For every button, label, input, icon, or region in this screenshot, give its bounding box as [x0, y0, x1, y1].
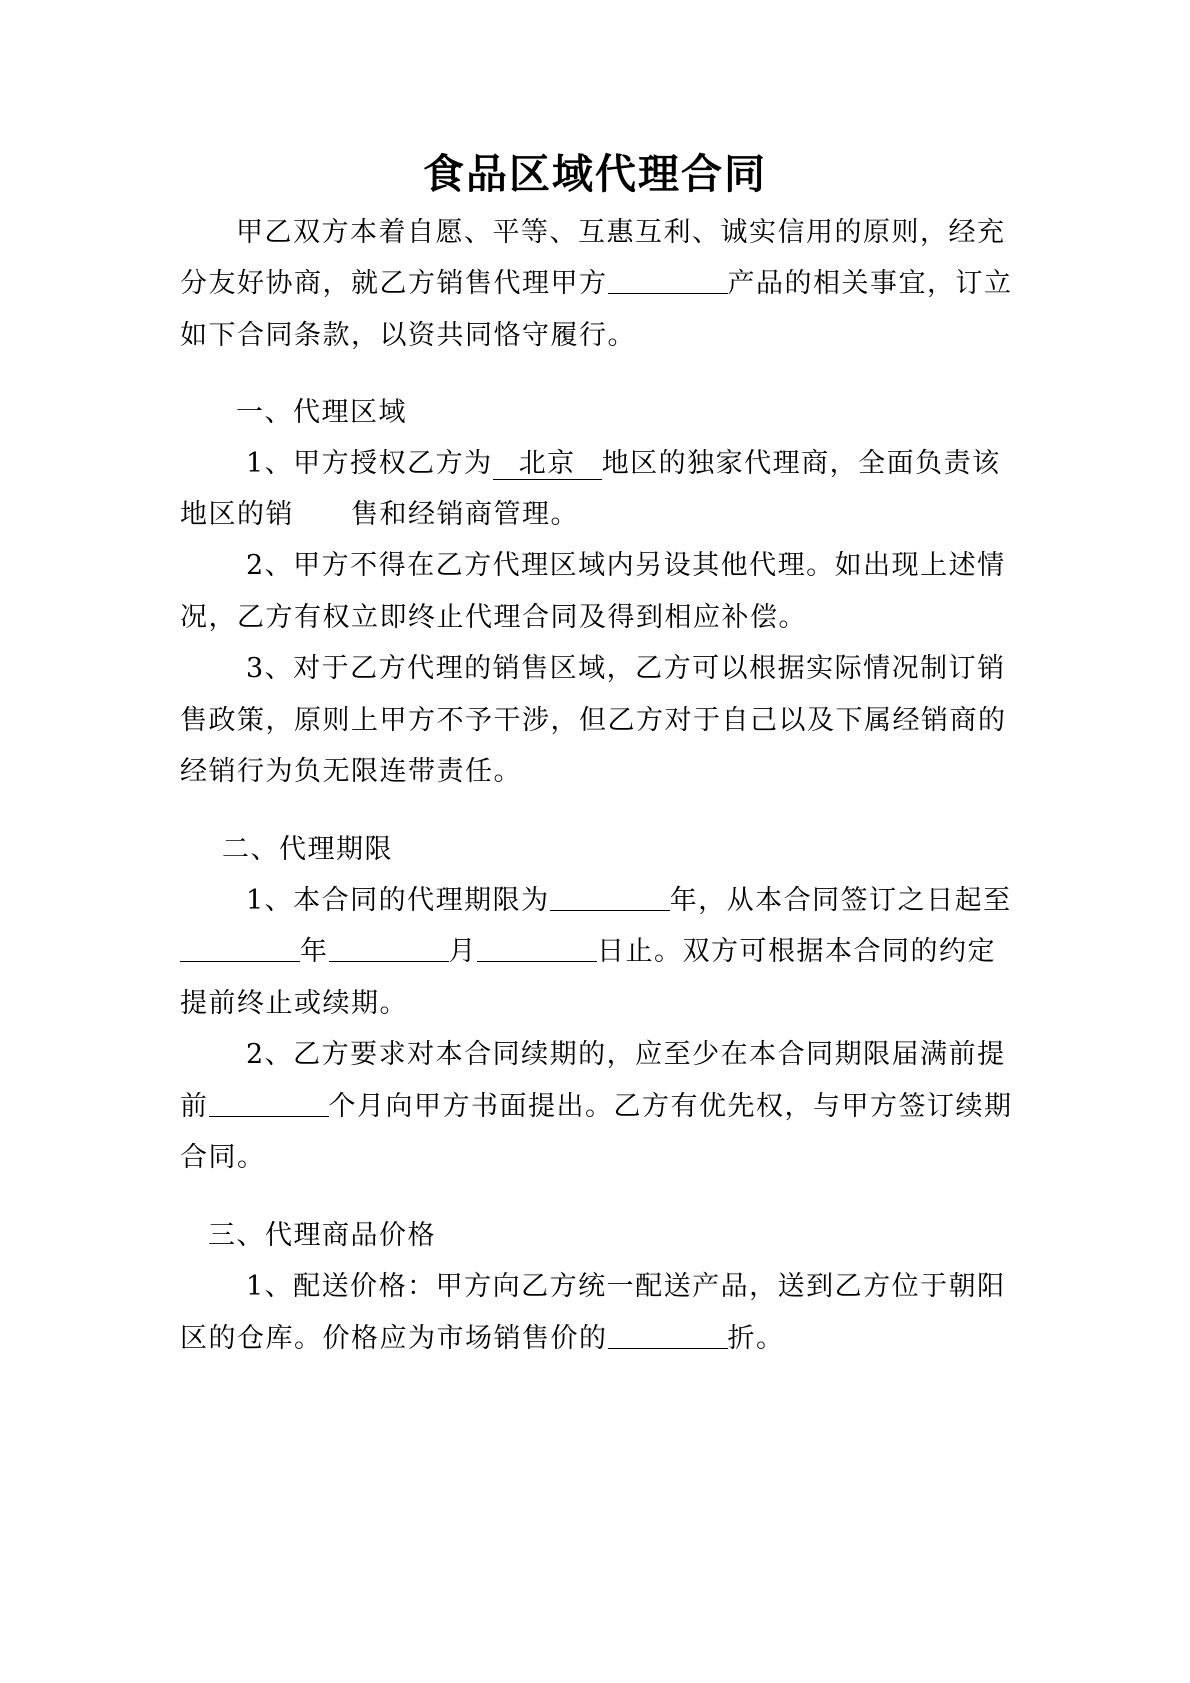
intro-text: 产品的相关事宜，订立: [727, 268, 1013, 299]
end-year-blank[interactable]: [180, 935, 300, 962]
notice-months-blank[interactable]: [209, 1090, 329, 1117]
clause-text: 前: [180, 1091, 209, 1122]
intro-text: 甲乙双方本着自愿、平等、互惠互利、诚实信用的原则，经充: [236, 217, 1006, 248]
clause-text: 年，从本合同签订之日起至: [669, 885, 1012, 916]
clause-text: 售政策，原则上甲方不予干涉，但乙方对于自己以及下属经销商的: [180, 705, 1007, 736]
s3-item1-line2: [180, 1321, 1020, 1357]
s2-item1-line2: [180, 934, 1020, 970]
clause-text: 折。: [727, 1323, 785, 1354]
clause-text: 况，乙方有权立即终止代理合同及得到相应补偿。: [180, 602, 807, 633]
clause-text: 地区的独家代理商，全面负责该: [601, 448, 1001, 479]
product-blank[interactable]: [608, 267, 728, 294]
intro-line-2: [180, 266, 1020, 302]
clause-text: 1、本合同的代理期限为: [246, 885, 550, 916]
discount-blank[interactable]: [608, 1322, 728, 1349]
intro-text: 分友好协商，就乙方销售代理甲方: [180, 268, 608, 299]
clause-text: 日止。双方可根据本合同的约定: [597, 936, 996, 967]
s1-item1-line2: [180, 497, 1020, 533]
clause-text: 经销行为负无限连带责任。: [180, 756, 522, 787]
s1-item3-line3: [180, 754, 1020, 790]
s2-item2-line2: [180, 1089, 1020, 1125]
s2-item2-line3: [180, 1140, 1020, 1176]
s1-item1-line1: [180, 446, 1020, 482]
clause-text: 年: [300, 936, 329, 967]
section-1-heading: 一、代理区域: [236, 397, 407, 428]
intro-line-1: [180, 215, 1020, 251]
s2-item1-line1: [180, 883, 1020, 919]
end-day-blank[interactable]: [477, 935, 597, 962]
end-month-blank[interactable]: [329, 935, 449, 962]
section-2-heading: 二、代理期限: [222, 834, 393, 865]
s1-item2-line1: [180, 548, 1020, 584]
clause-text: 地区的销 售和经销商管理。: [180, 499, 579, 530]
s1-item3-line1: [180, 651, 1020, 687]
clause-text: 合同。: [180, 1142, 266, 1173]
clause-text: 3、对于乙方代理的销售区域，乙方可以根据实际情况制订销: [246, 653, 1006, 684]
s1-item3-line2: [180, 703, 1020, 739]
section-3-heading: 三、代理商品价格: [208, 1220, 436, 1251]
clause-text: 1、配送价格：甲方向乙方统一配送产品，送到乙方位于朝阳: [246, 1271, 1006, 1302]
s3-item1-line1: [180, 1269, 1020, 1305]
clause-text: 2、乙方要求对本合同续期的，应至少在本合同期限届满前提: [246, 1039, 1006, 1070]
s2-item1-line3: [180, 986, 1020, 1022]
clause-text: 2、甲方不得在乙方代理区域内另设其他代理。如出现上述情: [246, 550, 1006, 581]
term-years-blank[interactable]: [550, 884, 670, 911]
intro-text: 如下合同条款，以资共同恪守履行。: [180, 320, 636, 351]
clause-text: 1、甲方授权乙方为: [246, 448, 493, 479]
clause-text: 月: [448, 936, 477, 967]
s2-item2-line1: [180, 1037, 1020, 1073]
document-title: 食品区域代理合同: [423, 150, 767, 198]
intro-line-3: [180, 318, 1020, 354]
clause-text: 区的仓库。价格应为市场销售价的: [180, 1323, 608, 1354]
region-field[interactable]: 北京: [493, 449, 602, 480]
clause-text: 个月向甲方书面提出。乙方有优先权，与甲方签订续期: [328, 1091, 1013, 1122]
clause-text: 提前终止或续期。: [180, 988, 408, 1019]
s1-item2-line2: [180, 600, 1020, 636]
